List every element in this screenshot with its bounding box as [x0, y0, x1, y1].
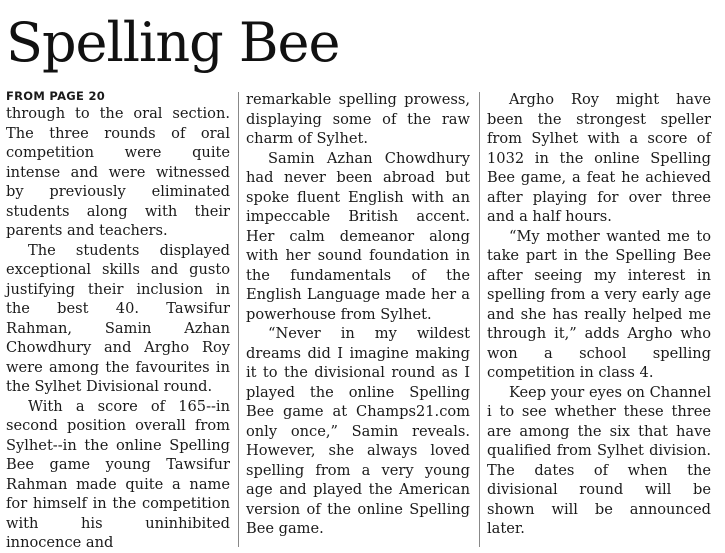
paragraph: Samin Azhan Chowdhury had never been abroad but spoke fluent English with an impeccable British accent. Her calm demeanor along with her sound foundation in the fundamentals of the English Language made her a powerhouse from Sylhet.	[246, 149, 470, 323]
paragraph: “My mother wanted me to take part in the Spelling Bee after seeing my interest in spelling from a very early age and she has really helped me through it,” adds Argho who won a school spelling competition in class 4.	[487, 227, 711, 381]
paragraph: With a score of 165--in second position overall from Sylhet--in the online Spelling Bee game young Tawsifur Rahman made quite a name for himself in the competition with his uninhibited innocence and	[6, 397, 230, 551]
article-column-3	[487, 90, 711, 539]
paragraph: The students displayed exceptional skills and gusto justifying their inclusion in the best 40. Tawsifur Rahman, Samin Azhan Chowdhury and Argho Roy were among the favourites in the Sylhet Divisional round.	[6, 241, 230, 395]
paragraph: Keep your eyes on Channel i to see whether these three are among the six that have qualified from Sylhet division. The dates of when the divisional round will be shown will be announced later.	[487, 383, 711, 537]
continued-from-label: FROM PAGE 20	[6, 89, 106, 103]
column-divider	[238, 92, 239, 547]
article-column-2	[246, 90, 470, 539]
column-divider	[479, 92, 480, 547]
article-column-1	[6, 90, 230, 553]
paragraph: remarkable spelling prowess, displaying some of the raw charm of Sylhet.	[246, 91, 470, 147]
paragraph: “Never in my wildest dreams did I imagine making it to the divisional round as I played the online Spelling Bee game at Champs21.com only once,” Samin reveals. However, she always loved spelling from a very young age and played the American version of the online Spelling Bee game.	[246, 325, 470, 537]
paragraph: through to the oral section. The three rounds of oral competition were quite intense and were witnessed by previously eliminated students along with their parents and teachers.	[6, 105, 230, 239]
paragraph: Argho Roy might have been the strongest speller from Sylhet with a score of 1032 in the online Spelling Bee game, a feat he achieved after playing for over three and a half hours.	[487, 91, 711, 225]
headline: Spelling Bee	[6, 11, 340, 74]
